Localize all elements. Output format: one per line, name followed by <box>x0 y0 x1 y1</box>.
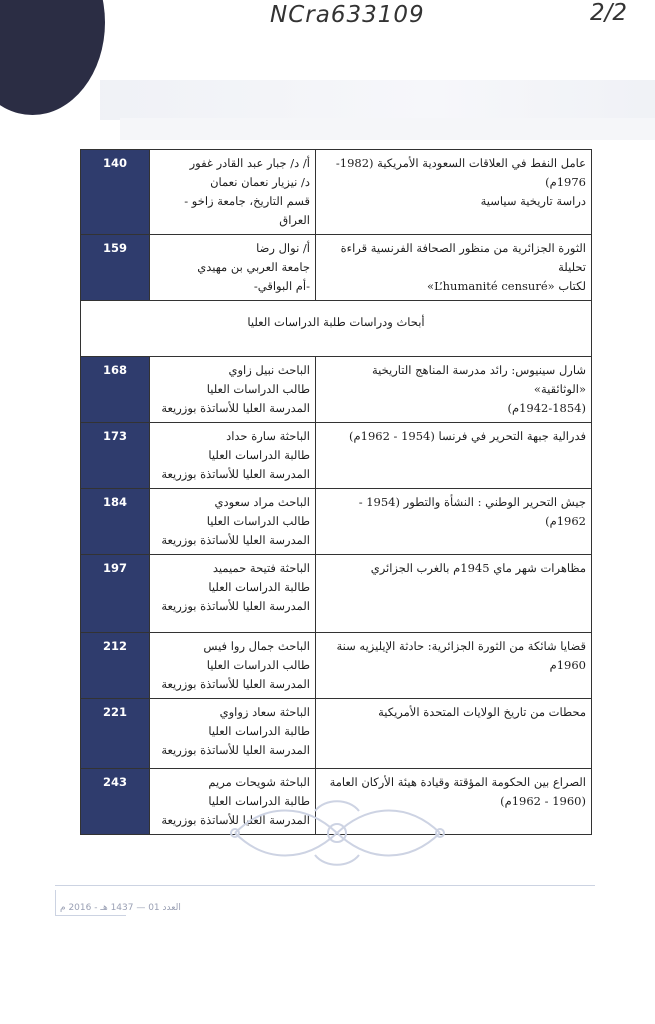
title-line: لكتاب «L’humanité censuré» <box>427 279 586 293</box>
author-line: الباحثة سعاد زواوي <box>219 705 310 719</box>
page-number-cell: 212 <box>81 633 150 699</box>
author-line: الباحث مراد سعودي <box>214 495 310 509</box>
page-number-cell: 243 <box>81 769 150 835</box>
author-line: الباحث نبيل زاوي <box>228 363 310 377</box>
toc-row <box>81 235 592 301</box>
bleed-through-band <box>100 80 655 120</box>
author-line: طالب الدراسات العليا <box>206 514 310 528</box>
author-cell <box>150 150 316 235</box>
title-cell <box>316 235 592 301</box>
page-number-cell: 221 <box>81 699 150 769</box>
title-cell <box>316 489 592 555</box>
author-line: قسم التاريخ، جامعة زاخو - العراق <box>184 194 310 227</box>
author-line: طالبة الدراسات العليا <box>208 580 310 594</box>
page-number-cell: 184 <box>81 489 150 555</box>
author-line: المدرسة العليا للأساتذة بوزريعة <box>161 533 310 547</box>
title-line: الثورة الجزائرية من منظور الصحافة الفرنسية قراءة تحليلة <box>340 241 586 274</box>
title-line: دراسة تاريخية سياسية <box>480 194 586 208</box>
section-header <box>81 301 592 357</box>
author-cell <box>150 555 316 633</box>
author-line: جامعة العربي بن مهيدي <box>197 260 310 274</box>
author-line: الباحث جمال روا فيس <box>203 639 310 653</box>
title-cell <box>316 633 592 699</box>
author-cell <box>150 235 316 301</box>
author-line: طالب الدراسات العليا <box>206 382 310 396</box>
title-line: عامل النفط في العلاقات السعودية الأمريكية (1982-1976م) <box>335 156 586 189</box>
author-line: المدرسة العليا للأساتذة بوزريعة <box>161 813 310 827</box>
toc-row <box>81 150 592 235</box>
section-header-text: أبحاث ودراسات طلبة الدراسات العليا <box>247 315 425 329</box>
handwritten-reference-code: NCra633109 <box>270 2 425 28</box>
title-line: قضايا شائكة من الثورة الجزائرية: حادثة الإيليزيه سنة 1960م <box>336 639 586 672</box>
page-number-cell: 140 <box>81 150 150 235</box>
author-line: د/ نيزيار نعمان نعمان <box>210 175 310 189</box>
handwritten-page-fraction: 2/2 <box>590 0 628 26</box>
author-line: المدرسة العليا للأساتذة بوزريعة <box>161 467 310 481</box>
bleed-through-band-secondary <box>120 118 655 140</box>
table-of-contents <box>80 149 592 835</box>
title-line: محطات من تاريخ الولايات المتحدة الأمريكية <box>378 705 586 719</box>
title-cell <box>316 357 592 423</box>
toc-row <box>81 357 592 423</box>
title-cell <box>316 423 592 489</box>
title-cell <box>316 699 592 769</box>
title-line: فدرالية جبهة التحرير في فرنسا (1954 - 1962م) <box>349 429 586 443</box>
title-line: (1960 - 1962م) <box>500 794 586 808</box>
page-number-cell: 197 <box>81 555 150 633</box>
section-header-row <box>81 301 592 357</box>
page-number-cell: 159 <box>81 235 150 301</box>
author-line: المدرسة العليا للأساتذة بوزريعة <box>161 401 310 415</box>
footer-issue-info: العدد 01 — 1437 هـ - 2016 م <box>60 903 181 913</box>
author-line: المدرسة العليا للأساتذة بوزريعة <box>161 677 310 691</box>
ornament-flourish-icon <box>215 793 460 873</box>
author-cell <box>150 423 316 489</box>
author-line: طالب الدراسات العليا <box>206 658 310 672</box>
toc-row <box>81 699 592 769</box>
author-line: الباحثة سارة حداد <box>226 429 310 443</box>
author-line: -أم البواقي- <box>253 279 310 293</box>
author-line: أ/ د/ جبار عبد القادر غفور <box>189 156 310 170</box>
page-number-cell: 168 <box>81 357 150 423</box>
author-line: الباحثة فتيحة حميميد <box>212 561 310 575</box>
title-cell <box>316 555 592 633</box>
toc-row <box>81 489 592 555</box>
author-line: طالبة الدراسات العليا <box>208 724 310 738</box>
title-line: (1942-1854م) <box>507 401 586 415</box>
author-line: أ/ نوال رضا <box>256 241 310 255</box>
author-line: المدرسة العليا للأساتذة بوزريعة <box>161 599 310 613</box>
title-line: مظاهرات شهر ماي 1945م بالغرب الجزائري <box>370 561 586 575</box>
title-line: الصراع بين الحكومة المؤقتة وقيادة هيئة الأركان العامة <box>329 775 586 789</box>
title-line: جيش التحرير الوطني : النشأة والتطور (1954 - 1962م) <box>358 495 586 528</box>
author-line: الباحثة شويحات مريم <box>208 775 310 789</box>
title-cell <box>316 150 592 235</box>
toc-row <box>81 423 592 489</box>
toc-row <box>81 633 592 699</box>
author-cell <box>150 699 316 769</box>
author-cell <box>150 357 316 423</box>
author-cell <box>150 489 316 555</box>
title-line: شارل سينيوس: رائد مدرسة المناهج التاريخية «الوثائقية» <box>371 363 586 396</box>
footer-rule <box>55 885 595 886</box>
author-line: طالبة الدراسات العليا <box>208 794 310 808</box>
page-number-cell: 173 <box>81 423 150 489</box>
toc-row <box>81 555 592 633</box>
corner-dark-blot <box>0 0 105 115</box>
author-line: طالبة الدراسات العليا <box>208 448 310 462</box>
author-cell <box>150 633 316 699</box>
author-line: المدرسة العليا للأساتذة بوزريعة <box>161 743 310 757</box>
